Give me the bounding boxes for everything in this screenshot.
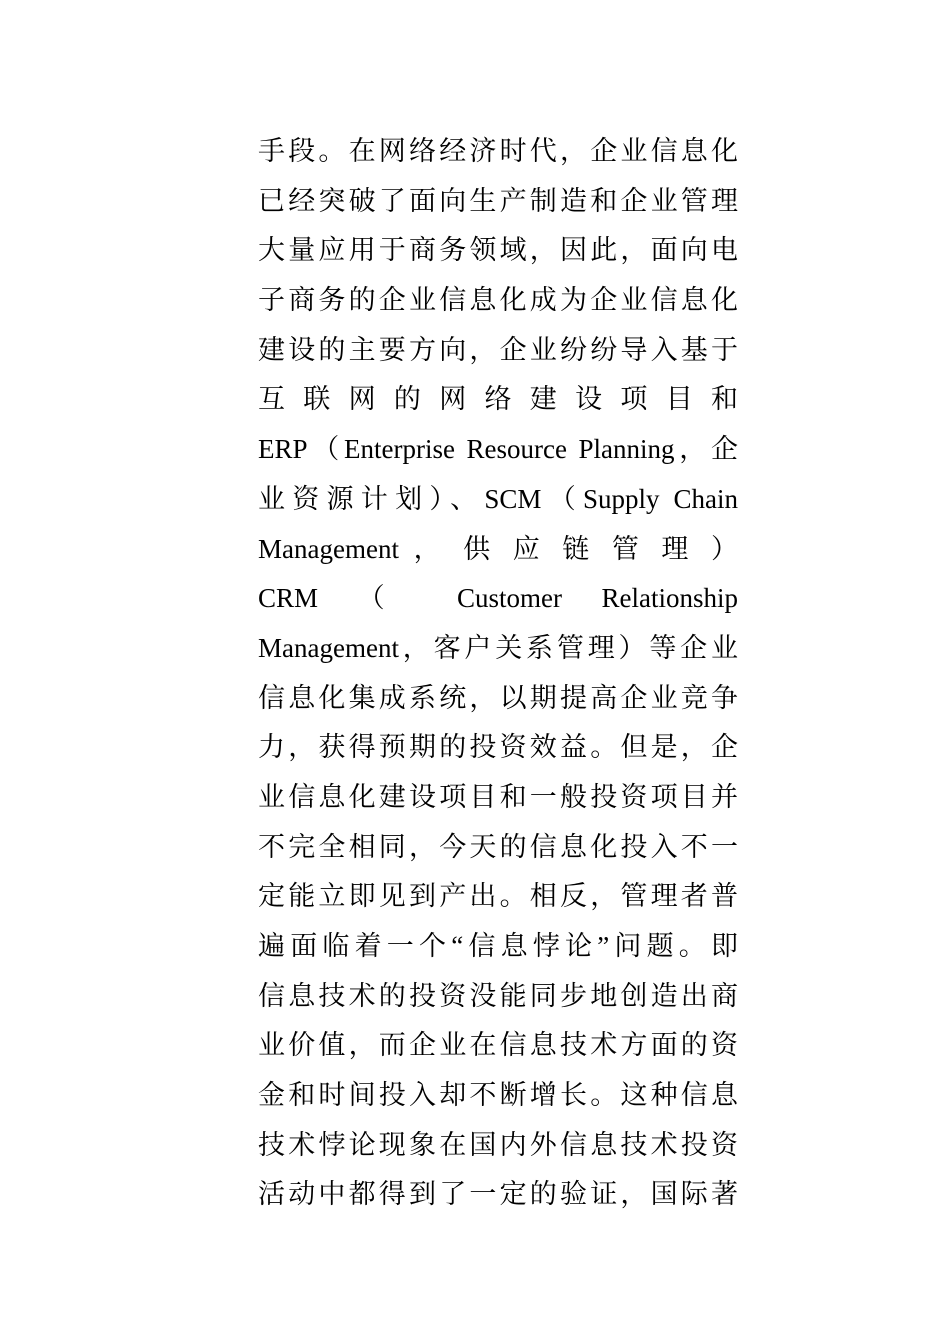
text-line-3: 大量应用于商务领域，因此，面向电 <box>258 235 738 266</box>
text-line-11: Management，客户关系管理）等企业 <box>258 632 738 663</box>
text-line-18: 信息技术的投资没能同步地创造出商 <box>258 980 738 1011</box>
text-line-20: 金和时间投入却不断增长。这种信息 <box>258 1080 738 1111</box>
text-line-21: 技术悖论现象在国内外信息技术投资 <box>258 1129 738 1160</box>
text-line-19: 业价值，而企业在信息技术方面的资 <box>258 1030 738 1061</box>
text-line-17: 遍面临着一个“信息悖论”问题。即 <box>258 931 738 961</box>
text-line-2: 已经突破了面向生产制造和企业管理 <box>258 185 738 216</box>
text-line-1: 手段。在网络经济时代，企业信息化 <box>258 136 738 166</box>
text-line-14: 业信息化建设项目和一般投资项目并 <box>258 781 738 812</box>
text-line-6: 互 联 网 的 网 络 建 设 项 目 和 <box>258 384 738 415</box>
text-line-4: 子商务的企业信息化成为企业信息化 <box>258 285 738 316</box>
text-line-5: 建设的主要方向，企业纷纷导入基于 <box>258 334 738 365</box>
text-line-13: 力，获得预期的投资效益。但是，企 <box>258 732 738 763</box>
text-line-16: 定能立即见到产出。相反，管理者普 <box>258 881 738 912</box>
text-line-22: 活动中都得到了一定的验证，国际著 <box>258 1179 738 1210</box>
text-line-12: 信息化集成系统，以期提高企业竞争 <box>258 682 738 713</box>
text-line-10: CRM （ Customer Relationship <box>258 583 738 614</box>
text-line-8: 业资源计划）、SCM（Supply Chain <box>258 483 738 514</box>
text-line-15: 不完全相同，今天的信息化投入不一 <box>258 831 738 862</box>
text-line-9: Management ， 供 应 链 管 理 ） <box>258 533 738 564</box>
text-line-7: ERP（Enterprise Resource Planning，企 <box>258 434 738 465</box>
body-text <box>258 127 738 1220</box>
